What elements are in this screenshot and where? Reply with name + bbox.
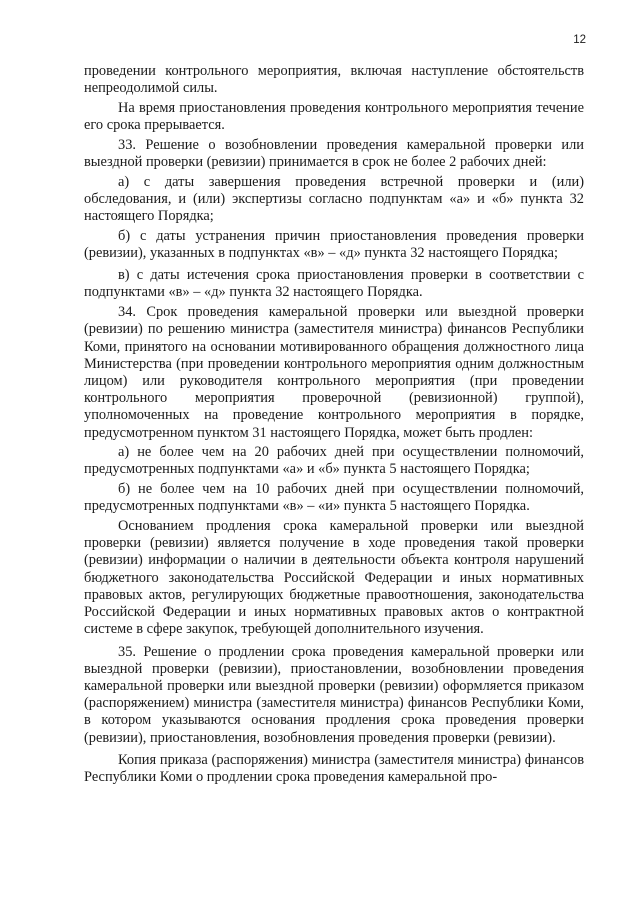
paragraph-item-34-b: б) не более чем на 10 рабочих дней при осуществлении полномочий, предусмотренных подпунктами «в» – «и» пункта 5 настоящего Порядка. <box>84 481 584 515</box>
paragraph-item-33: 33. Решение о возобновлении проведения камеральной проверки или выездной проверки (ревизии) принимается в срок не более 2 рабочих дней: <box>84 136 584 171</box>
paragraph-continuation: проведении контрольного мероприятия, включая наступление обстоятельств непреодолимой силы. <box>84 63 584 97</box>
paragraph-suspension-note: На время приостановления проведения контрольного мероприятия течение его срока прерывается. <box>84 99 584 134</box>
paragraph-extension-basis: Основанием продления срока камеральной проверки или выездной проверки (ревизии) является получение в ходе проведения такой проверки (ревизии) информации о наличии в деятельности объекта контроля нарушений бюджетного законодательства Российской Федерации и иных нормативных правовых актов, регулирующих бюджетные правоотношения, законодательства Российской Федерации и иных нормативных правовых актов о контрактной системе в сфере закупок, требующей дополнительного изучения. <box>84 518 584 638</box>
paragraph-item-34-a: а) не более чем на 20 рабочих дней при осуществлении полномочий, предусмотренных подпунктами «а» и «б» пункта 5 настоящего Порядка; <box>84 444 584 478</box>
paragraph-item-33-v: в) с даты истечения срока приостановления проверки в соответствии с подпунктами «в» – «д» пункта 32 настоящего Порядка. <box>84 267 584 301</box>
paragraph-item-33-a: а) с даты завершения проведения встречной проверки и (или) обследования, и (или) экспертизы согласно подпунктам «а» и «б» пункта 32 настоящего Порядка; <box>84 173 584 225</box>
page-number: 12 <box>573 34 586 46</box>
paragraph-item-33-b: б) с даты устранения причин приостановления проведения проверки (ревизии), указанных в подпунктах «в» – «д» пункта 32 настоящего Порядка; <box>84 227 584 262</box>
document-body <box>84 63 584 789</box>
paragraph-item-34: 34. Срок проведения камеральной проверки или выездной проверки (ревизии) по решению министра (заместителя министра) финансов Республики Коми, принятого на основании мотивированного обращения должностного лица Министерства (при проведении контрольного мероприятия одним должностным лицом) или руководителя контрольного мероприятия (при проведении контрольного мероприятия проверочной (ревизионной) группой), уполномоченных на проведение контрольного мероприятия в порядке, предусмотренном пунктом 31 настоящего Порядка, может быть продлен: <box>84 304 584 441</box>
paragraph-order-copy: Копия приказа (распоряжения) министра (заместителя министра) финансов Республики Коми о продлении срока проведения камеральной про- <box>84 751 584 785</box>
paragraph-item-35: 35. Решение о продлении срока проведения камеральной проверки или выездной проверки (ревизии), приостановлении, возобновлении проведения камеральной проверки или выездной проверки (ревизии) оформляется приказом (распоряжением) министра (заместителя министра) финансов Республики Коми, в котором указываются основания продления срока проведения проверки (ревизии), приостановления, возобновления проведения проверки (ревизии). <box>84 643 584 746</box>
